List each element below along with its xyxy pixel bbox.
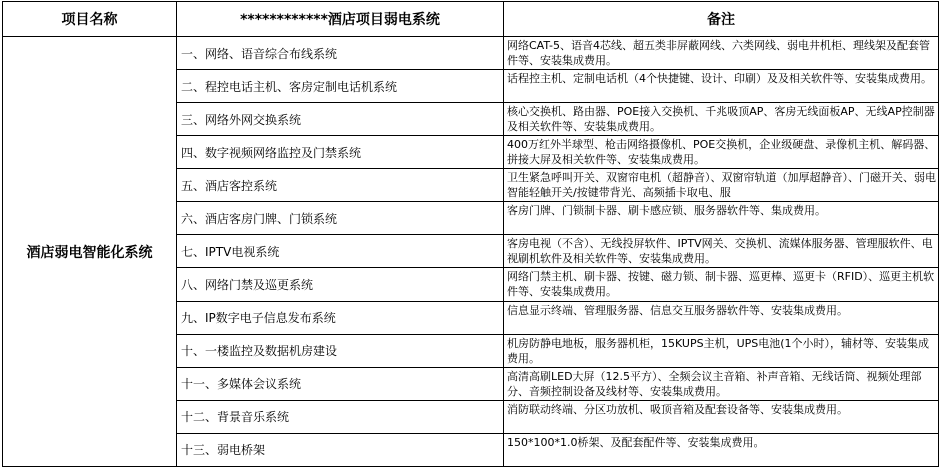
note-text: 信息显示终端、管理服务器、信息交互服务器软件等、安装集成费用。 xyxy=(507,303,848,317)
note-text: 150*100*1.0桥架、及配套配件等、安装集成费用。 xyxy=(507,435,765,449)
system-name-cell: 九、IP数字电子信息发布系统 xyxy=(177,301,504,334)
header-note: 备注 xyxy=(504,2,939,37)
system-name-cell: 七、IPTV电视系统 xyxy=(177,235,504,268)
note-text: 网络CAT-5、语音4芯线、超五类非屏蔽网线、六类网线、弱电井机柜、理线架及配套管件等、安装集成费用。 xyxy=(507,39,931,67)
note-text: 400万红外半球型、枪击网络摄像机、POE交换机，企业级硬盘、录像机主机、解码器、拼接大屏及相关软件等、安装集成费用。 xyxy=(507,138,936,167)
note-cell xyxy=(504,136,939,169)
note-cell xyxy=(504,301,939,334)
category-cell: 酒店弱电智能化系统 xyxy=(3,37,177,467)
note-text: 核心交换机、路由器、POE接入交换机、千兆吸顶AP、客房无线面板AP、无线AP控制器及相关软件等、安装集成费用。 xyxy=(507,105,935,134)
header-row xyxy=(3,2,939,37)
note-cell xyxy=(504,202,939,235)
system-name-cell: 一、网络、语音综合布线系统 xyxy=(177,37,504,70)
note-cell xyxy=(504,268,939,301)
note-cell xyxy=(504,334,939,367)
system-name-cell: 五、酒店客控系统 xyxy=(177,169,504,202)
header-project-name: 项目名称 xyxy=(3,2,177,37)
note-text: 机房防静电地板，服务器机柜，15KUPS主机，UPS电池(1个小时），辅材等、安装集成费用。 xyxy=(507,336,930,365)
note-cell xyxy=(504,70,939,103)
system-name-cell: 四、数字视频网络监控及门禁系统 xyxy=(177,136,504,169)
note-cell xyxy=(504,235,939,268)
note-cell xyxy=(504,37,939,70)
header-system: ************酒店项目弱电系统 xyxy=(177,2,504,37)
system-name-cell: 十三、弱电桥架 xyxy=(177,433,504,466)
note-text: 话程控主机、定制电话机（4个快捷键、设计、印刷）及及相关软件等、安装集成费用。 xyxy=(507,72,932,86)
system-name-cell: 十二、背景音乐系统 xyxy=(177,400,504,433)
system-name-cell: 六、酒店客房门牌、门锁系统 xyxy=(177,202,504,235)
note-text: 客房门牌、门锁制卡器、刷卡感应锁、服务器软件等、集成费用。 xyxy=(507,204,826,218)
system-name-cell: 八、网络门禁及巡更系统 xyxy=(177,268,504,301)
note-text: 卫生紧急呼叫开关、双窗帘电机（超静音）、双窗帘轨道（加厚超静音）、门磁开关、弱电智能轻触开关/按键带背光、高频插卡取电、服 xyxy=(507,171,936,200)
note-text: 客房电视（不含）、无线投屏软件、IPTV网关、交换机、流媒体服务器、管理服软件、电视刷机软件及相关软件等、安装集成费用。 xyxy=(507,237,933,266)
system-name-cell: 三、网络外网交换系统 xyxy=(177,103,504,136)
system-name-cell: 十一、多媒体会议系统 xyxy=(177,367,504,400)
system-name-cell: 十、一楼监控及数据机房建设 xyxy=(177,334,504,367)
note-cell xyxy=(504,400,939,433)
system-name-cell: 二、程控电话主机、客房定制电话机系统 xyxy=(177,70,504,103)
note-text: 高清高刷LED大屏（12.5平方）、全频会议主音箱、补声音箱、无线话筒、视频处理部分、音频控制设备及线材等、安装集成费用。 xyxy=(507,369,922,398)
note-cell xyxy=(504,169,939,202)
note-cell xyxy=(504,367,939,400)
table-row xyxy=(3,37,939,70)
system-table xyxy=(2,1,939,467)
note-cell xyxy=(504,433,939,466)
table-body xyxy=(3,37,939,467)
note-cell xyxy=(504,103,939,136)
note-text: 消防联动终端、分区功放机、吸顶音箱及配套设备等、安装集成费用。 xyxy=(507,402,848,416)
note-text: 网络门禁主机、刷卡器、按键、磁力锁、制卡器、巡更棒、巡更卡（RFID）、巡更主机软件等、安装集成费用。 xyxy=(507,270,935,299)
